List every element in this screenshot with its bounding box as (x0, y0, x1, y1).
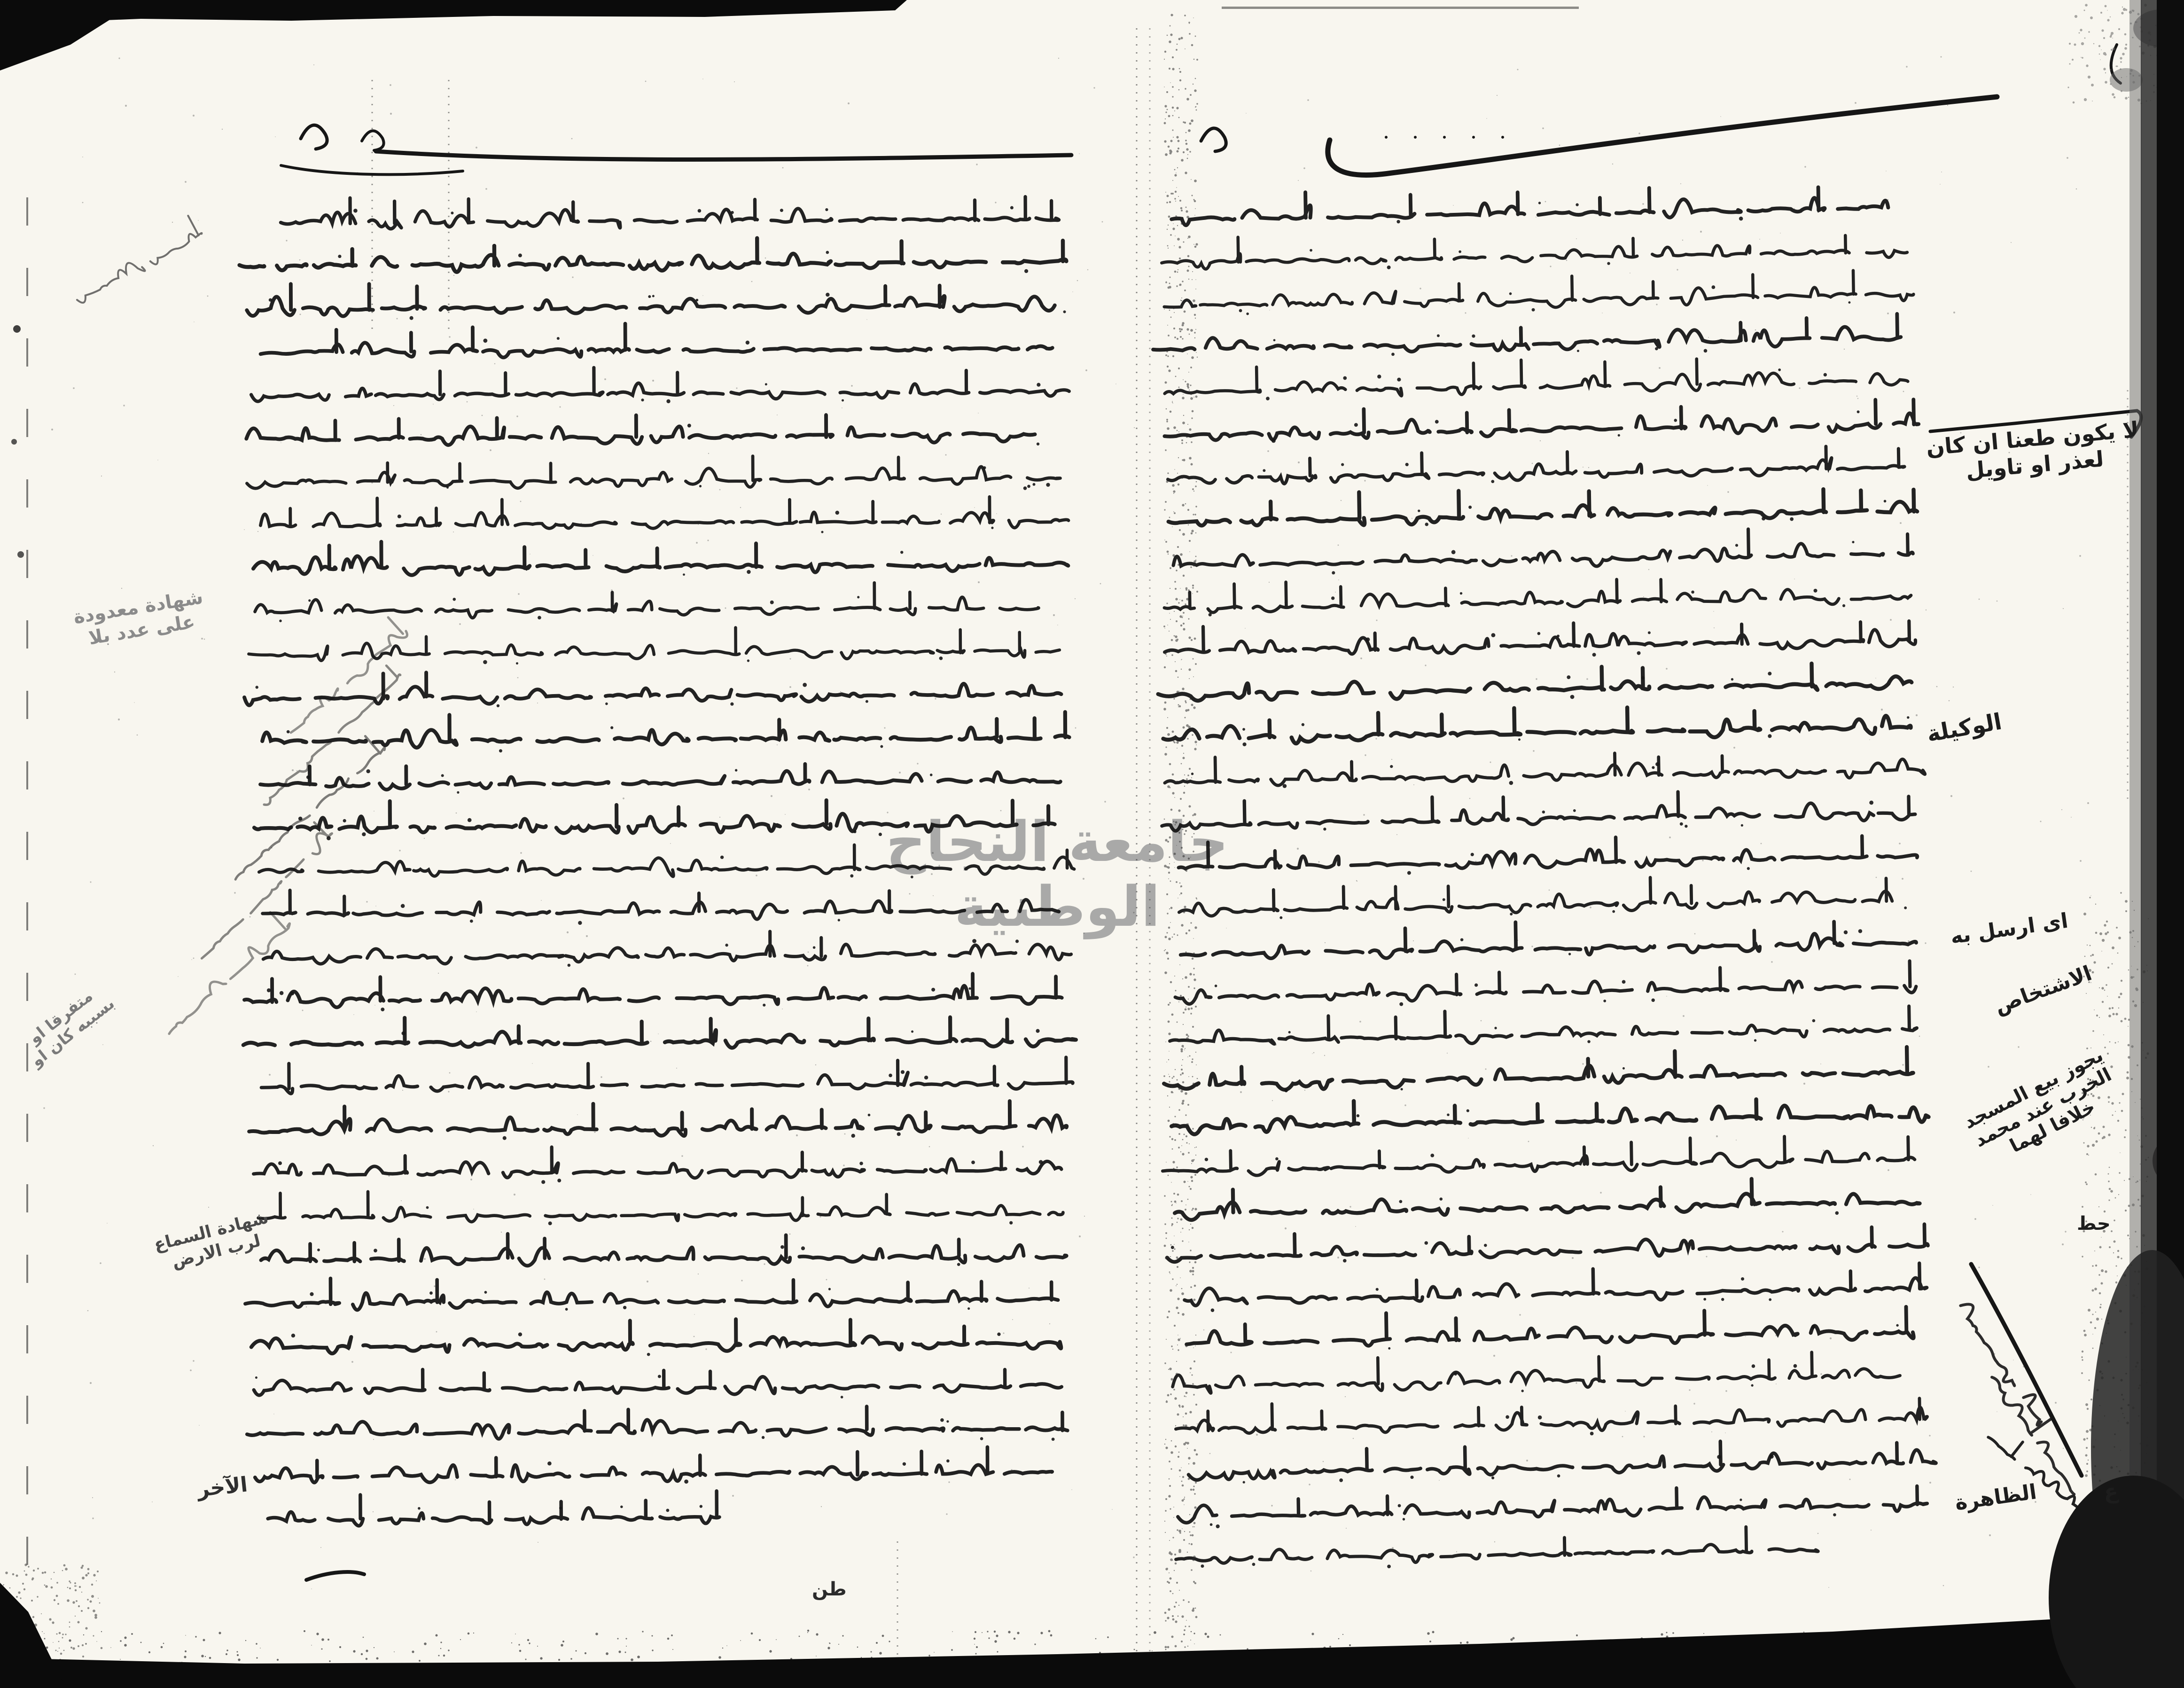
handwritten-line (239, 236, 1066, 273)
handwritten-line (268, 1491, 719, 1526)
bottom-left-corner-wedge (0, 1583, 66, 1688)
handwritten-line (251, 365, 1069, 401)
handwritten-line (1178, 831, 1918, 875)
handwritten-line (1176, 1526, 1818, 1566)
handwritten-line (260, 494, 1069, 531)
catchword: طن (812, 1579, 847, 1600)
handwritten-line (1167, 1224, 1928, 1264)
ink-blob-3 (17, 551, 24, 558)
handwritten-line (1175, 961, 1916, 1005)
handwritten-line (254, 1366, 1061, 1397)
handwritten-line (1162, 227, 1908, 270)
handwritten-line (259, 844, 1074, 879)
handwritten-line (253, 538, 1069, 576)
handwritten-line (263, 930, 1071, 965)
flourish-8 (306, 1572, 364, 1580)
margin-note-wakila: الوكيلة (1925, 708, 2004, 748)
handwritten-line (1164, 270, 1914, 313)
handwritten-line (1164, 572, 1911, 615)
handwritten-line (262, 711, 1069, 748)
diacritic-dots (483, 656, 943, 664)
handwritten-line (1168, 445, 1905, 485)
left-edge-scrawl (67, 214, 205, 305)
handwritten-line (263, 886, 1059, 922)
handwritten-line (1172, 1350, 1900, 1394)
handwritten-line (1180, 916, 1917, 961)
handwritten-line (244, 973, 1062, 1008)
margin-squiggle (220, 732, 386, 880)
diacritic-dots (1209, 1497, 1836, 1529)
handwritten-line (253, 1144, 1061, 1180)
ink-blob-1 (13, 325, 21, 333)
diacritic-dots (567, 939, 1019, 967)
top-border-faint (1222, 7, 1579, 9)
handwritten-line (1178, 1484, 1927, 1523)
margin-diagonal-stroke (1971, 1264, 2082, 1476)
handwritten-line (1164, 399, 1919, 443)
margin-note-zahira: الظاهرة (1953, 1480, 2038, 1515)
handwritten-line (1188, 1438, 1936, 1480)
top-border-strip (0, 0, 907, 24)
handwritten-line (1171, 1092, 1929, 1135)
diacritic-dots (683, 551, 904, 576)
margin-note-shahada-faint: شهادة معدودة على عدد بلا (72, 586, 205, 649)
handwritten-line (1186, 1305, 1914, 1351)
handwritten-line (1162, 788, 1915, 832)
handwritten-line (261, 1231, 1067, 1267)
handwritten-line (243, 1014, 1076, 1050)
handwritten-line (258, 1188, 1063, 1223)
left-margin-scrawl-4 (188, 819, 335, 962)
handwritten-line (1174, 1176, 1919, 1220)
diacritic-dots (1242, 1454, 1774, 1484)
diacritic-dots (1407, 848, 1750, 875)
handwritten-line (251, 1318, 1061, 1354)
margin-note-masjid-sale: يجوز بيع المسجد الخرب عند محمد خلافا لهما (1960, 1044, 2115, 1157)
handwritten-line (281, 194, 1059, 229)
top-left-corner-wedge (0, 0, 141, 70)
flourish-3 (281, 165, 463, 174)
flourish-4 (1201, 128, 1226, 151)
diacritic-dots (1460, 929, 1863, 957)
margin-note-ay-ursila: اى ارسل به (1949, 908, 2070, 949)
handwritten-line (1164, 746, 1925, 789)
handwritten-line (1171, 183, 1888, 226)
handwritten-line (249, 1101, 1067, 1138)
margin-squiggle (188, 819, 335, 962)
handwritten-line (1162, 1134, 1915, 1178)
diacritic-dots (1201, 1561, 1391, 1571)
handwritten-line (1163, 702, 1911, 746)
ink-blob-2 (11, 439, 17, 445)
diacritic-dots (269, 291, 1066, 320)
flourish-2 (376, 151, 1071, 160)
left-margin-scrawl-3 (220, 732, 386, 880)
margin-squiggle (277, 615, 409, 737)
handwritten-line (1184, 1263, 1927, 1307)
flourish-1 (362, 131, 384, 150)
handwritten-line (255, 582, 1038, 619)
handwritten-line (247, 280, 1055, 317)
diacritic-dots (353, 205, 1014, 216)
handwritten-line (260, 321, 1053, 359)
bottom-border-band (0, 1612, 2184, 1688)
handwritten-line (1168, 484, 1917, 528)
handwritten-line (246, 413, 1035, 446)
margin-note-mutafarriqan: متفرقا او بسببه كان او (25, 986, 118, 1071)
diacritic-dots (483, 336, 749, 346)
library-watermark: جامعة النجاح الوطنية (886, 809, 1229, 939)
margin-note-sama: شهادة السماع لرب الارض (152, 1208, 271, 1272)
handwritten-line (1158, 662, 1911, 703)
handwritten-line (245, 1274, 1058, 1310)
flourish-0 (301, 125, 327, 149)
handwritten-line (1178, 874, 1892, 918)
handwritten-line (1163, 1047, 1913, 1092)
margin-note-hatt: حط (2077, 1213, 2111, 1235)
diacritic-dots (1239, 283, 1851, 316)
margin-note-ishtikhas: الاشتخاص (1991, 961, 2095, 1019)
handwritten-line (247, 454, 1060, 490)
margin-note-ayn-siglum: ع (2104, 1480, 2119, 1504)
left-page-text (239, 194, 1078, 1526)
handwritten-line (247, 1406, 1067, 1440)
handwritten-line (260, 762, 1061, 790)
margin-note-boxed: لا يكون طعنا ان كان لعذر او تاويل (1925, 416, 2140, 484)
handwritten-line (244, 669, 1061, 705)
handwritten-line (255, 1447, 1052, 1484)
left-margin-scrawl-1 (277, 615, 409, 737)
diacritic-dots (1454, 1364, 1797, 1393)
handwritten-line (1164, 616, 1916, 658)
left-margin-scrawl-5 (154, 907, 294, 1037)
margin-squiggle (67, 214, 205, 305)
handwritten-line (1153, 314, 1901, 357)
handwritten-line (261, 1057, 1073, 1094)
handwritten-line (1176, 1394, 1927, 1438)
header-dot-row (1385, 136, 1504, 139)
right-page-text (1147, 183, 1938, 1572)
handwritten-line (254, 797, 1055, 835)
handwritten-line (1173, 526, 1913, 573)
handwritten-line (249, 626, 1060, 662)
flourish-5 (1328, 97, 1997, 175)
margin-squiggle (154, 907, 294, 1037)
handwritten-line (1164, 354, 1908, 399)
margin-note-akhir: الآخر (196, 1472, 249, 1502)
diacritic-dots (1205, 1154, 1435, 1162)
handwritten-line (1170, 1004, 1917, 1048)
fore-edge-blotch-2 (2049, 1476, 2184, 1688)
